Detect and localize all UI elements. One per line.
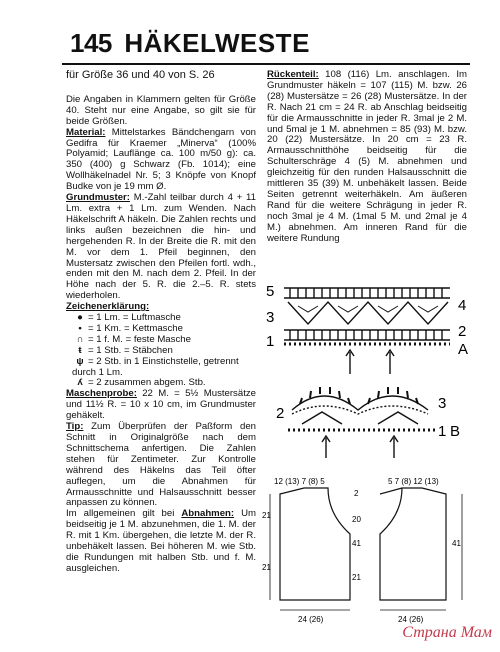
schematic-left-lower: 21 <box>262 563 271 572</box>
chart-a-drawing <box>262 282 472 382</box>
schematic-drawing <box>262 474 474 626</box>
ruecken-label: Rückenteil: <box>267 69 319 80</box>
material-section <box>66 128 256 193</box>
chart-a-row-label: 1 <box>266 333 275 350</box>
schematic-top-center: 2 <box>354 489 359 498</box>
ruecken-section <box>267 70 467 245</box>
chart-a-row-label: 5 <box>266 283 275 300</box>
chart-b-row-label: 2 <box>276 405 285 422</box>
schematic-center-mid: 41 <box>352 539 361 548</box>
size-subtitle: für Größe 36 und 40 von S. 26 <box>66 69 215 81</box>
maschenprobe-label: Maschenprobe: <box>66 388 137 400</box>
zeichen-label: Zeichenerklärung: <box>66 301 150 313</box>
chart-b-name: B <box>450 423 461 440</box>
tip-section <box>66 422 256 509</box>
abnahmen-section <box>66 509 256 574</box>
tip-text: Zum Überprüfen der Paßform den Schnitt in Originalgröße nach dem Schnittschema anfertigen. Die Zahlen stehen für Zentimeter. Zur Kontrolle während des Häkelns das Teil öfter auflegen, um die Abnahmen für Armausschnitte und Halsausschnitt besser anpassen zu können. <box>66 421 256 509</box>
site-watermark: Страна Мам <box>402 624 492 641</box>
schematic-bottom-left: 24 (26) <box>298 615 324 624</box>
grundmuster-text: M.-Zahl teilbar durch 4 + 11 Lm. extra + 1 Lm. zum Wenden. Nach Häkelschrift A häkeln. Die Zahlen rechts und links außen bezeichnen die hin- und hergehenden R. In der Breite die R. mit den M. vor dem 1. Pfeil beginnen, den Mustersatz zwischen den Pfeilen fortl. wdh., enden mit den M. nach dem 2. Pfeil. In der Höhe nach der 5. R. die 2.–5. R. stets wiederholen. <box>66 192 256 302</box>
grundmuster-label: Grundmuster: <box>66 192 130 204</box>
stitch-chart-a <box>262 282 472 382</box>
abnahmen-text: Um beidseitig je 1 M. abzunehmen, die 1. M. der R. mit 1 Km. übergehen, die letzte M. der R. unbehäkelt lassen. Bei höheren M. wie Stb. die Rundungen mit halben Stb. und f. M. ausgleichen. <box>66 508 256 574</box>
pattern-title: HÄKELWESTE <box>124 28 310 58</box>
chart-a-row2 <box>284 330 450 340</box>
grundmuster-section <box>66 193 256 302</box>
schematic-left-panel <box>280 488 350 600</box>
schematic-top-right: 5 7 (8) 12 (13) <box>388 477 439 486</box>
schematic-bottom-right: 24 (26) <box>398 615 424 624</box>
abnahmen-pre: Im allgemeinen gilt bei <box>66 508 175 520</box>
chart-b-arrows <box>322 436 398 458</box>
tip-label: Tip: <box>66 421 84 433</box>
legend-item: ʎ = 2 zusammen abgem. Stb. <box>77 377 206 389</box>
schematic-top-left: 12 (13) 7 (8) 5 <box>274 477 325 486</box>
abnahmen-label: Abnahmen: <box>181 508 235 520</box>
chart-a-row-label: 4 <box>458 297 467 314</box>
stitch-chart-b <box>262 384 472 464</box>
garment-schematic <box>262 474 472 626</box>
legend-item: ŧ = 1 Stb. = Stäbchen <box>78 344 173 356</box>
schematic-right-panel <box>380 488 446 600</box>
legend-item: ● = 1 Lm. = Luftmasche <box>77 312 181 324</box>
legend-list <box>66 313 256 389</box>
chart-b-row-label: 3 <box>438 395 447 412</box>
chart-a-row-label: 3 <box>266 309 275 326</box>
pattern-number: 145 <box>70 28 112 58</box>
chart-a-row5 <box>284 288 450 298</box>
page-header <box>70 28 470 62</box>
schematic-left-upper: 21 <box>262 511 271 520</box>
chart-a-arrows <box>346 350 394 374</box>
schematic-right-mid: 41 <box>452 539 461 548</box>
maschenprobe-text: 22 M. = 5½ Mustersätze und 11½ R. = 10 x 10 cm, im Grundmuster gehäkelt. <box>66 388 256 422</box>
chart-b-drawing <box>262 384 472 464</box>
chart-a-zigzag <box>288 302 448 324</box>
legend-item: • = 1 Km. = Kettmasche <box>78 322 183 334</box>
schematic-center-low: 21 <box>352 573 361 582</box>
left-column <box>66 70 256 575</box>
legend-item: ψ = 2 Stb. in 1 Einstichstelle, getrennt durch 1 Lm. <box>72 355 239 378</box>
chart-b-arc <box>292 396 428 410</box>
intro-text: Die Angaben in Klammern gelten für Größe 40. Steht nur eine Angabe, so gilt sie für beide Größen. <box>66 93 256 127</box>
legend-item: ∩ = 1 f. M. = feste Masche <box>76 333 191 345</box>
chart-b-row-label: 1 <box>438 423 447 440</box>
header-rule <box>62 63 470 65</box>
ruecken-text: 108 (116) Lm. anschlagen. Im Grundmuster häkeln = 107 (115) M. bzw. 26 (28) Mustersätze = 26 (28) Mustersätze. In der R. Nach 21 cm = 24 R. ab Anschlag beidseitig für die Armausschnitte in jeder R. 3mal je 2 M. und 5mal je 1 M. abnehmen = 85 (93) M. bzw. 20 (22) Mustersätze. In 20 cm = 23 R. Armausschnitthöhe beidseitig für die Schulterschräge 4 (5) M. abnehmen und gleichzeitig für den runden Halsausschnitt die mittleren 35 (39) M. unbehäkelt lassen. Beide Seiten getrennt weiterhäkeln. Am äußeren Rand für die weitere Schrägung in jeder R. noch 3mal je 4 M. (1mal 5 M. und 2mal je 4 M.) abnehmen. Am inneren Rand für die weitere Rundung <box>267 69 467 244</box>
maschenprobe-section <box>66 389 256 422</box>
right-column <box>267 70 467 245</box>
chart-a-name: A <box>458 341 469 358</box>
chart-a-row-label: 2 <box>458 323 467 340</box>
schematic-center-neck: 20 <box>352 515 361 524</box>
material-label: Material: <box>66 126 106 138</box>
material-text: Mittelstarkes Bändchengarn von Gedifra für Kraemer „Minerva“ (100% Polyamid; Lauflänge ca. 100 m/50 g): ca. 350 (400) g Schwarz (Fb. 1014); eine Wollhäkelnadel Nr. 5; 3 Knöpfe von Knopf Budke von je 19 mm Ø. <box>66 126 256 193</box>
